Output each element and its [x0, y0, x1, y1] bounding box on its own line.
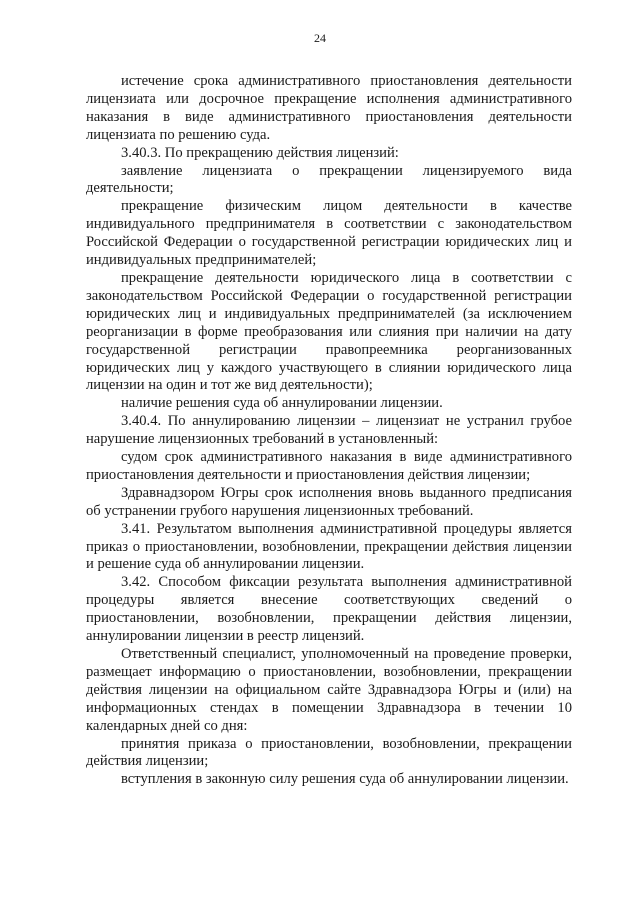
- paragraph-3-40-3-heading: 3.40.3. По прекращению действия лицензий:: [121, 144, 399, 161]
- paragraph-licensee-application: заявление лицензиата о прекращении лицензируемого вида деятельности;: [86, 162, 572, 197]
- paragraph-suspension-expiry: истечение срока административного приостановления деятельности лицензиата или досрочное прекращение исполнения административного наказания в виде административного приостановления деятельности лицензиата по решению суда.: [86, 73, 572, 143]
- paragraph-legal-entity-termination: прекращение деятельности юридического лица в соответствии с законодательством Российской Федерации о государственной регистрации юридических лиц и индивидуальных предпринимателей (за исключением реорганизации в форме преобразования или слияния при наличии на дату государственной регистрации правопреемника реорганизованных юридических лиц у каждого участвующего в слиянии юридического лица лицензии на один и тот же вид деятельности);: [86, 269, 572, 394]
- paragraph-court-decision: наличие решения суда об аннулировании лицензии.: [121, 395, 443, 412]
- paragraph-zdravnadzor-term: Здравнадзором Югры срок исполнения вновь выданного предписания об устранении грубого нарушения лицензионных требований.: [86, 484, 572, 519]
- paragraph-individual-termination: прекращение физическим лицом деятельности в качестве индивидуального предпринимателя в соответствии с законодательством Российской Федерации о государственной регистрации юридических лиц и индивидуальных предпринимателей;: [86, 198, 572, 269]
- paragraph-order-adoption: принятия приказа о приостановлении, возобновлении, прекращении действия лицензии;: [86, 735, 572, 770]
- paragraph-court-decision-effect: вступления в законную силу решения суда об аннулировании лицензии.: [121, 771, 569, 788]
- paragraph-3-42-fixation: 3.42. Способом фиксации результата выполнения административной процедуры является внесение соответствующих сведений о приостановлении, возобновлении, прекращении действия лицензии, аннулировании лицензии в реестр лицензий.: [86, 574, 572, 645]
- paragraph-3-41-result: 3.41. Результатом выполнения административной процедуры является приказ о приостановлении, возобновлении, прекращении действия лицензии и решение суда об аннулировании лицензии.: [86, 520, 572, 573]
- paragraph-3-40-4-annulment: 3.40.4. По аннулированию лицензии – лицензиат не устранил грубое нарушение лицензионных требований в установленный:: [86, 413, 572, 448]
- paragraph-court-term: судом срок административного наказания в виде административного приостановления деятельности и приостановления действия лицензии;: [86, 449, 572, 483]
- paragraph-responsible-specialist: Ответственный специалист, уполномоченный на проведение проверки, размещает информацию о приостановлении, возобновлении, прекращении действия лицензии на официальном сайте Здравнадзора Югры и (или) на информационных стендах в помещении Здравнадзора в течении 10 календарных дней со дня:: [86, 646, 572, 734]
- document-body: [86, 73, 572, 789]
- page-number: 24: [314, 31, 326, 45]
